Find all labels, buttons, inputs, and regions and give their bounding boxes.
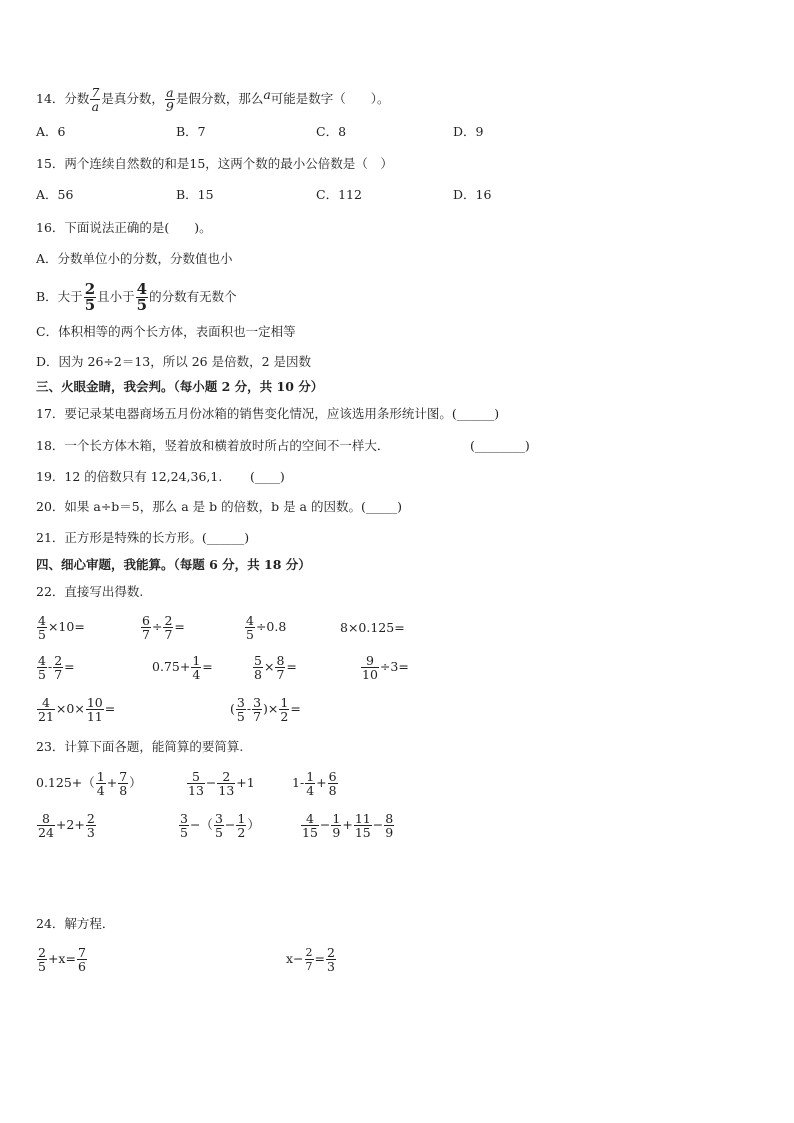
question-18: 18．一个长方体木箱，竖着放和横着放时所占的空间不一样大． <box>36 438 390 453</box>
fraction: $\frac{3}{5}$ <box>214 811 223 840</box>
fraction: $\frac{9}{10}$ <box>362 653 378 682</box>
q23-expr-3: 1- $\frac{1}{4}$ + $\frac{6}{8}$ <box>292 769 337 798</box>
q15-option-b: B．15 <box>176 187 214 202</box>
q22-expr-4: 8×0.125= <box>340 620 405 635</box>
question-24: 24．解方程． <box>36 916 115 931</box>
fraction: $\frac{3}{5}$ <box>236 695 245 724</box>
fraction: $\frac{2}{3}$ <box>327 945 335 974</box>
fraction: $\frac{1}{9}$ <box>332 811 341 840</box>
q14-option-b: B．7 <box>176 124 206 139</box>
q14-option-c: C．8 <box>316 124 347 139</box>
q18-blank: (________) <box>470 438 530 453</box>
fraction: $\frac{3}{5}$ <box>180 811 188 840</box>
question-21: 21．正方形是特殊的长方形。(______) <box>36 530 250 545</box>
fraction: $\frac{11}{15}$ <box>354 811 371 840</box>
q24-equation-2: x− $\frac{2}{7}$ = $\frac{2}{3}$ <box>286 945 335 974</box>
q22-expr-1: $\frac{4}{5}$ ×10= <box>38 613 85 642</box>
fraction: $\frac{1}{2}$ <box>280 695 289 724</box>
q19-blank: (____) <box>250 469 285 484</box>
fraction: $\frac{2}{5}$ <box>38 945 46 974</box>
question-15: 15．两个连续自然数的和是15，这两个数的最小公倍数是（ ） <box>36 156 393 171</box>
q22-expr-3: $\frac{4}{5}$ ÷0.8 <box>246 613 287 642</box>
fraction: $\frac{1}{2}$ <box>237 811 246 840</box>
fraction: $\frac{2}{7}$ <box>54 653 63 682</box>
q16-option-c: C．体积相等的两个长方体，表面积也一定相等 <box>36 324 296 339</box>
fraction: $\frac{8}{24}$ <box>38 811 54 840</box>
fraction: $\frac{8}{7}$ <box>276 653 285 682</box>
fraction: $\frac{2}{3}$ <box>86 811 95 840</box>
question-19: 19．12 的倍数只有 12,24,36,1. <box>36 469 223 484</box>
q15-option-a: A．56 <box>36 187 74 202</box>
fraction: $\frac{4}{15}$ <box>302 811 318 840</box>
question-23: 23．计算下面各题，能简算的要简算. <box>36 739 244 754</box>
fraction: $\frac{1}{4}$ <box>306 769 315 798</box>
q16-option-b: B．大于 $\frac{2}{5}$ 且小于 $\frac{4}{5}$ 的分数有无数个 <box>36 280 237 314</box>
q24-equation-1: $\frac{2}{5}$ +x= $\frac{7}{6}$ <box>38 945 86 974</box>
fraction: $\frac{7}{a}$ <box>91 85 100 114</box>
q14-option-d: D．9 <box>453 124 484 139</box>
question-17: 17．要记录某电器商场五月份冰箱的销售变化情况，应该选用条形统计图。(______) <box>36 406 500 421</box>
q23-expr-6: $\frac{4}{15}$ − $\frac{1}{9}$ + $\frac{11}{15}$ − $\frac{8}{9}$ <box>302 811 394 840</box>
q14-option-a: A．6 <box>36 124 66 139</box>
fraction: $\frac{2}{5}$ <box>84 280 96 314</box>
fraction: $\frac{6}{8}$ <box>328 769 337 798</box>
fraction: $\frac{5}{13}$ <box>188 769 204 798</box>
fraction: $\frac{4}{5}$ <box>246 613 254 642</box>
q22-expr-9: $\frac{4}{21}$ ×0× $\frac{10}{11}$ = <box>38 695 116 724</box>
question-22: 22．直接写出得数. <box>36 584 144 599</box>
q22-expr-7: $\frac{5}{8}$ × $\frac{8}{7}$ = <box>254 653 297 682</box>
q23-expr-2: $\frac{5}{13}$ − $\frac{2}{13}$ +1 <box>188 769 255 798</box>
fraction: $\frac{7}{8}$ <box>119 769 128 798</box>
fraction: $\frac{4}{5}$ <box>136 280 148 314</box>
q22-expr-6: 0.75+ $\frac{1}{4}$ = <box>152 653 213 682</box>
question-16: 16．下面说法正确的是( )。 <box>36 220 212 235</box>
section-3-title: 三、火眼金睛，我会判。（每小题 2 分，共 10 分） <box>36 379 324 394</box>
fraction: $\frac{3}{7}$ <box>253 695 262 724</box>
q14-prefix: 14．分数 <box>36 91 90 106</box>
fraction: $\frac{2}{7}$ <box>164 613 173 642</box>
fraction: $\frac{6}{7}$ <box>142 613 150 642</box>
fraction: $\frac{a}{9}$ <box>165 85 174 114</box>
section-4-title: 四、细心审题，我能算。（每题 6 分，共 18 分） <box>36 557 311 572</box>
fraction: $\frac{2}{7}$ <box>305 946 313 973</box>
fraction: $\frac{7}{6}$ <box>77 945 86 974</box>
q23-expr-1: 0.125+（ $\frac{1}{4}$ + $\frac{7}{8}$ ） <box>36 769 142 798</box>
q16-option-a: A．分数单位小的分数，分数值也小 <box>36 251 233 266</box>
q23-expr-5: $\frac{3}{5}$ −（ $\frac{3}{5}$ − $\frac{1}{2}$ ） <box>180 811 260 840</box>
fraction: $\frac{5}{8}$ <box>254 653 262 682</box>
q22-expr-8: $\frac{9}{10}$ ÷3= <box>362 653 409 682</box>
q22-expr-5: $\frac{4}{5}$ - $\frac{2}{7}$ = <box>38 653 75 682</box>
q23-expr-4: $\frac{8}{24}$ +2+ $\frac{2}{3}$ <box>38 811 95 840</box>
fraction: $\frac{2}{13}$ <box>218 769 235 798</box>
fraction: $\frac{4}{5}$ <box>38 653 46 682</box>
fraction: $\frac{1}{4}$ <box>192 653 201 682</box>
q15-option-c: C．112 <box>316 187 362 202</box>
q16-option-d: D．因为 26÷2＝13，所以 26 是倍数，2 是因数 <box>36 354 312 369</box>
q22-expr-2: $\frac{6}{7}$ ÷ $\frac{2}{7}$ = <box>142 613 185 642</box>
fraction: $\frac{8}{9}$ <box>385 811 394 840</box>
fraction: $\frac{4}{5}$ <box>38 613 46 642</box>
q22-expr-10: ( $\frac{3}{5}$ - $\frac{3}{7}$ )× $\frac{1}{2}$ = <box>230 695 301 724</box>
question-20: 20．如果 a÷b＝5，那么 a 是 b 的倍数，b 是 a 的因数。(_____) <box>36 499 402 514</box>
q15-option-d: D．16 <box>453 187 492 202</box>
fraction: $\frac{4}{21}$ <box>38 695 54 724</box>
fraction: $\frac{1}{4}$ <box>96 769 105 798</box>
question-14: 14．分数 $\frac{7}{a}$ 是真分数， $\frac{a}{9}$ 是假分数，那么a可能是数字（ ）。 <box>36 85 390 114</box>
fraction: $\frac{10}{11}$ <box>86 695 103 724</box>
